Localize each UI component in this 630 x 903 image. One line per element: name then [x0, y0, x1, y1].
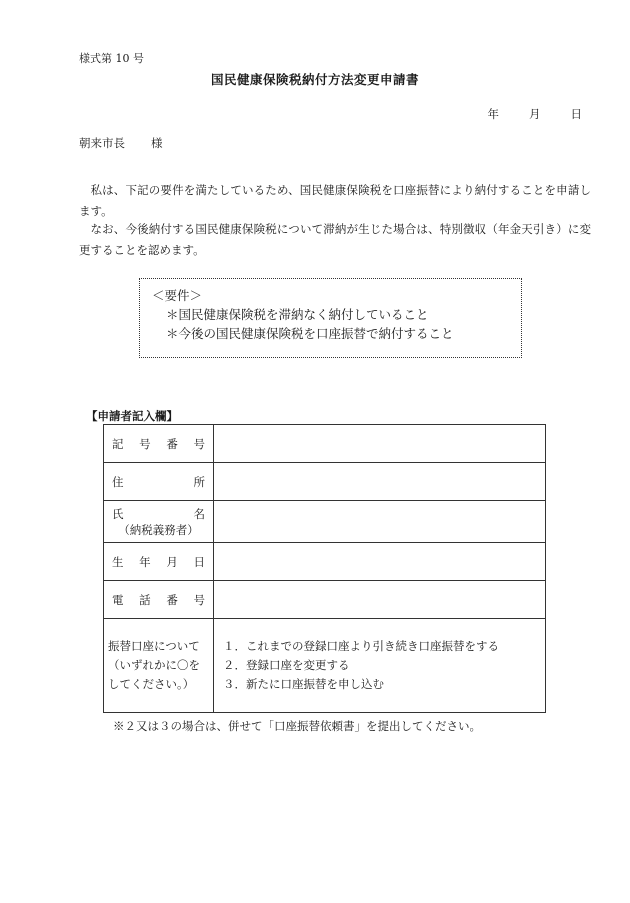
label-char: 氏	[112, 506, 124, 521]
label-char: 電	[112, 592, 124, 607]
label-char: 日	[193, 554, 205, 569]
label-char: 所	[193, 474, 205, 489]
addressee-name: 朝来市長	[79, 136, 125, 150]
date-year-label: 年	[487, 107, 499, 121]
address-field[interactable]	[214, 463, 546, 501]
label-char: 番	[166, 436, 178, 451]
label-char: 話	[139, 592, 151, 607]
payment-option-new-application[interactable]: ３．新たに口座振替を申し込む	[223, 677, 384, 691]
label-char: 記	[112, 436, 124, 451]
payment-option-change-account[interactable]: ２．登録口座を変更する	[223, 658, 350, 672]
symbol-number-label	[104, 425, 214, 463]
form-number: 様式第 10 号	[79, 52, 144, 65]
label-char: 月	[166, 554, 178, 569]
table-row	[104, 463, 546, 501]
payment-options-cell	[214, 619, 546, 713]
phone-field[interactable]	[214, 581, 546, 619]
payment-account-label	[104, 619, 214, 713]
table-row	[104, 581, 546, 619]
document-title: 国民健康保険税納付方法変更申請書	[210, 72, 419, 87]
consent-statement: なお、今後納付する国民健康保険税について滞納が生じた場合は、特別徴収（年金天引き）に変更することを認めます。	[79, 222, 591, 257]
birthdate-label	[104, 543, 214, 581]
requirements-heading: ＜要件＞	[152, 288, 203, 303]
label-char: 号	[193, 436, 205, 451]
payment-label-line: （いずれかに〇を	[108, 658, 200, 672]
payment-label-line: 振替口座について	[108, 639, 200, 653]
payment-label-line: してください。）	[108, 677, 195, 691]
name-label	[104, 501, 214, 543]
birthdate-field[interactable]	[214, 543, 546, 581]
requirement-item: ＊国民健康保険税を滞納なく納付していること	[166, 307, 429, 322]
phone-label	[104, 581, 214, 619]
table-row	[104, 619, 546, 713]
applicant-table	[103, 424, 546, 713]
application-statement: 私は、下記の要件を満たしているため、国民健康保険税を口座振替により納付することを申請します。	[79, 183, 591, 218]
requirement-item: ＊今後の国民健康保険税を口座振替で納付すること	[166, 326, 454, 341]
table-row	[104, 543, 546, 581]
label-char: 生	[112, 554, 124, 569]
addressee	[79, 135, 163, 151]
date-day-label: 日	[570, 107, 582, 121]
symbol-number-field[interactable]	[214, 425, 546, 463]
label-char: 号	[139, 436, 151, 451]
payment-option-continue[interactable]: １．これまでの登録口座より引き続き口座振替をする	[223, 639, 499, 653]
label-char: 号	[193, 592, 205, 607]
addressee-honorific: 様	[151, 136, 163, 150]
address-label	[104, 463, 214, 501]
taxpayer-sublabel: （納税義務者）	[118, 522, 199, 537]
label-char: 名	[193, 506, 205, 521]
table-row	[104, 425, 546, 463]
table-row	[104, 501, 546, 543]
name-field[interactable]	[214, 501, 546, 543]
requirements-box	[139, 278, 522, 358]
applicant-section-heading: 【申請者記入欄】	[86, 409, 178, 423]
footnote: ※２又は３の場合は、併せて「口座振替依頼書」を提出してください。	[113, 719, 481, 733]
date-line	[488, 106, 583, 122]
label-char: 年	[139, 554, 151, 569]
date-month-label: 月	[529, 107, 541, 121]
label-char: 番	[166, 592, 178, 607]
label-char: 住	[112, 474, 124, 489]
